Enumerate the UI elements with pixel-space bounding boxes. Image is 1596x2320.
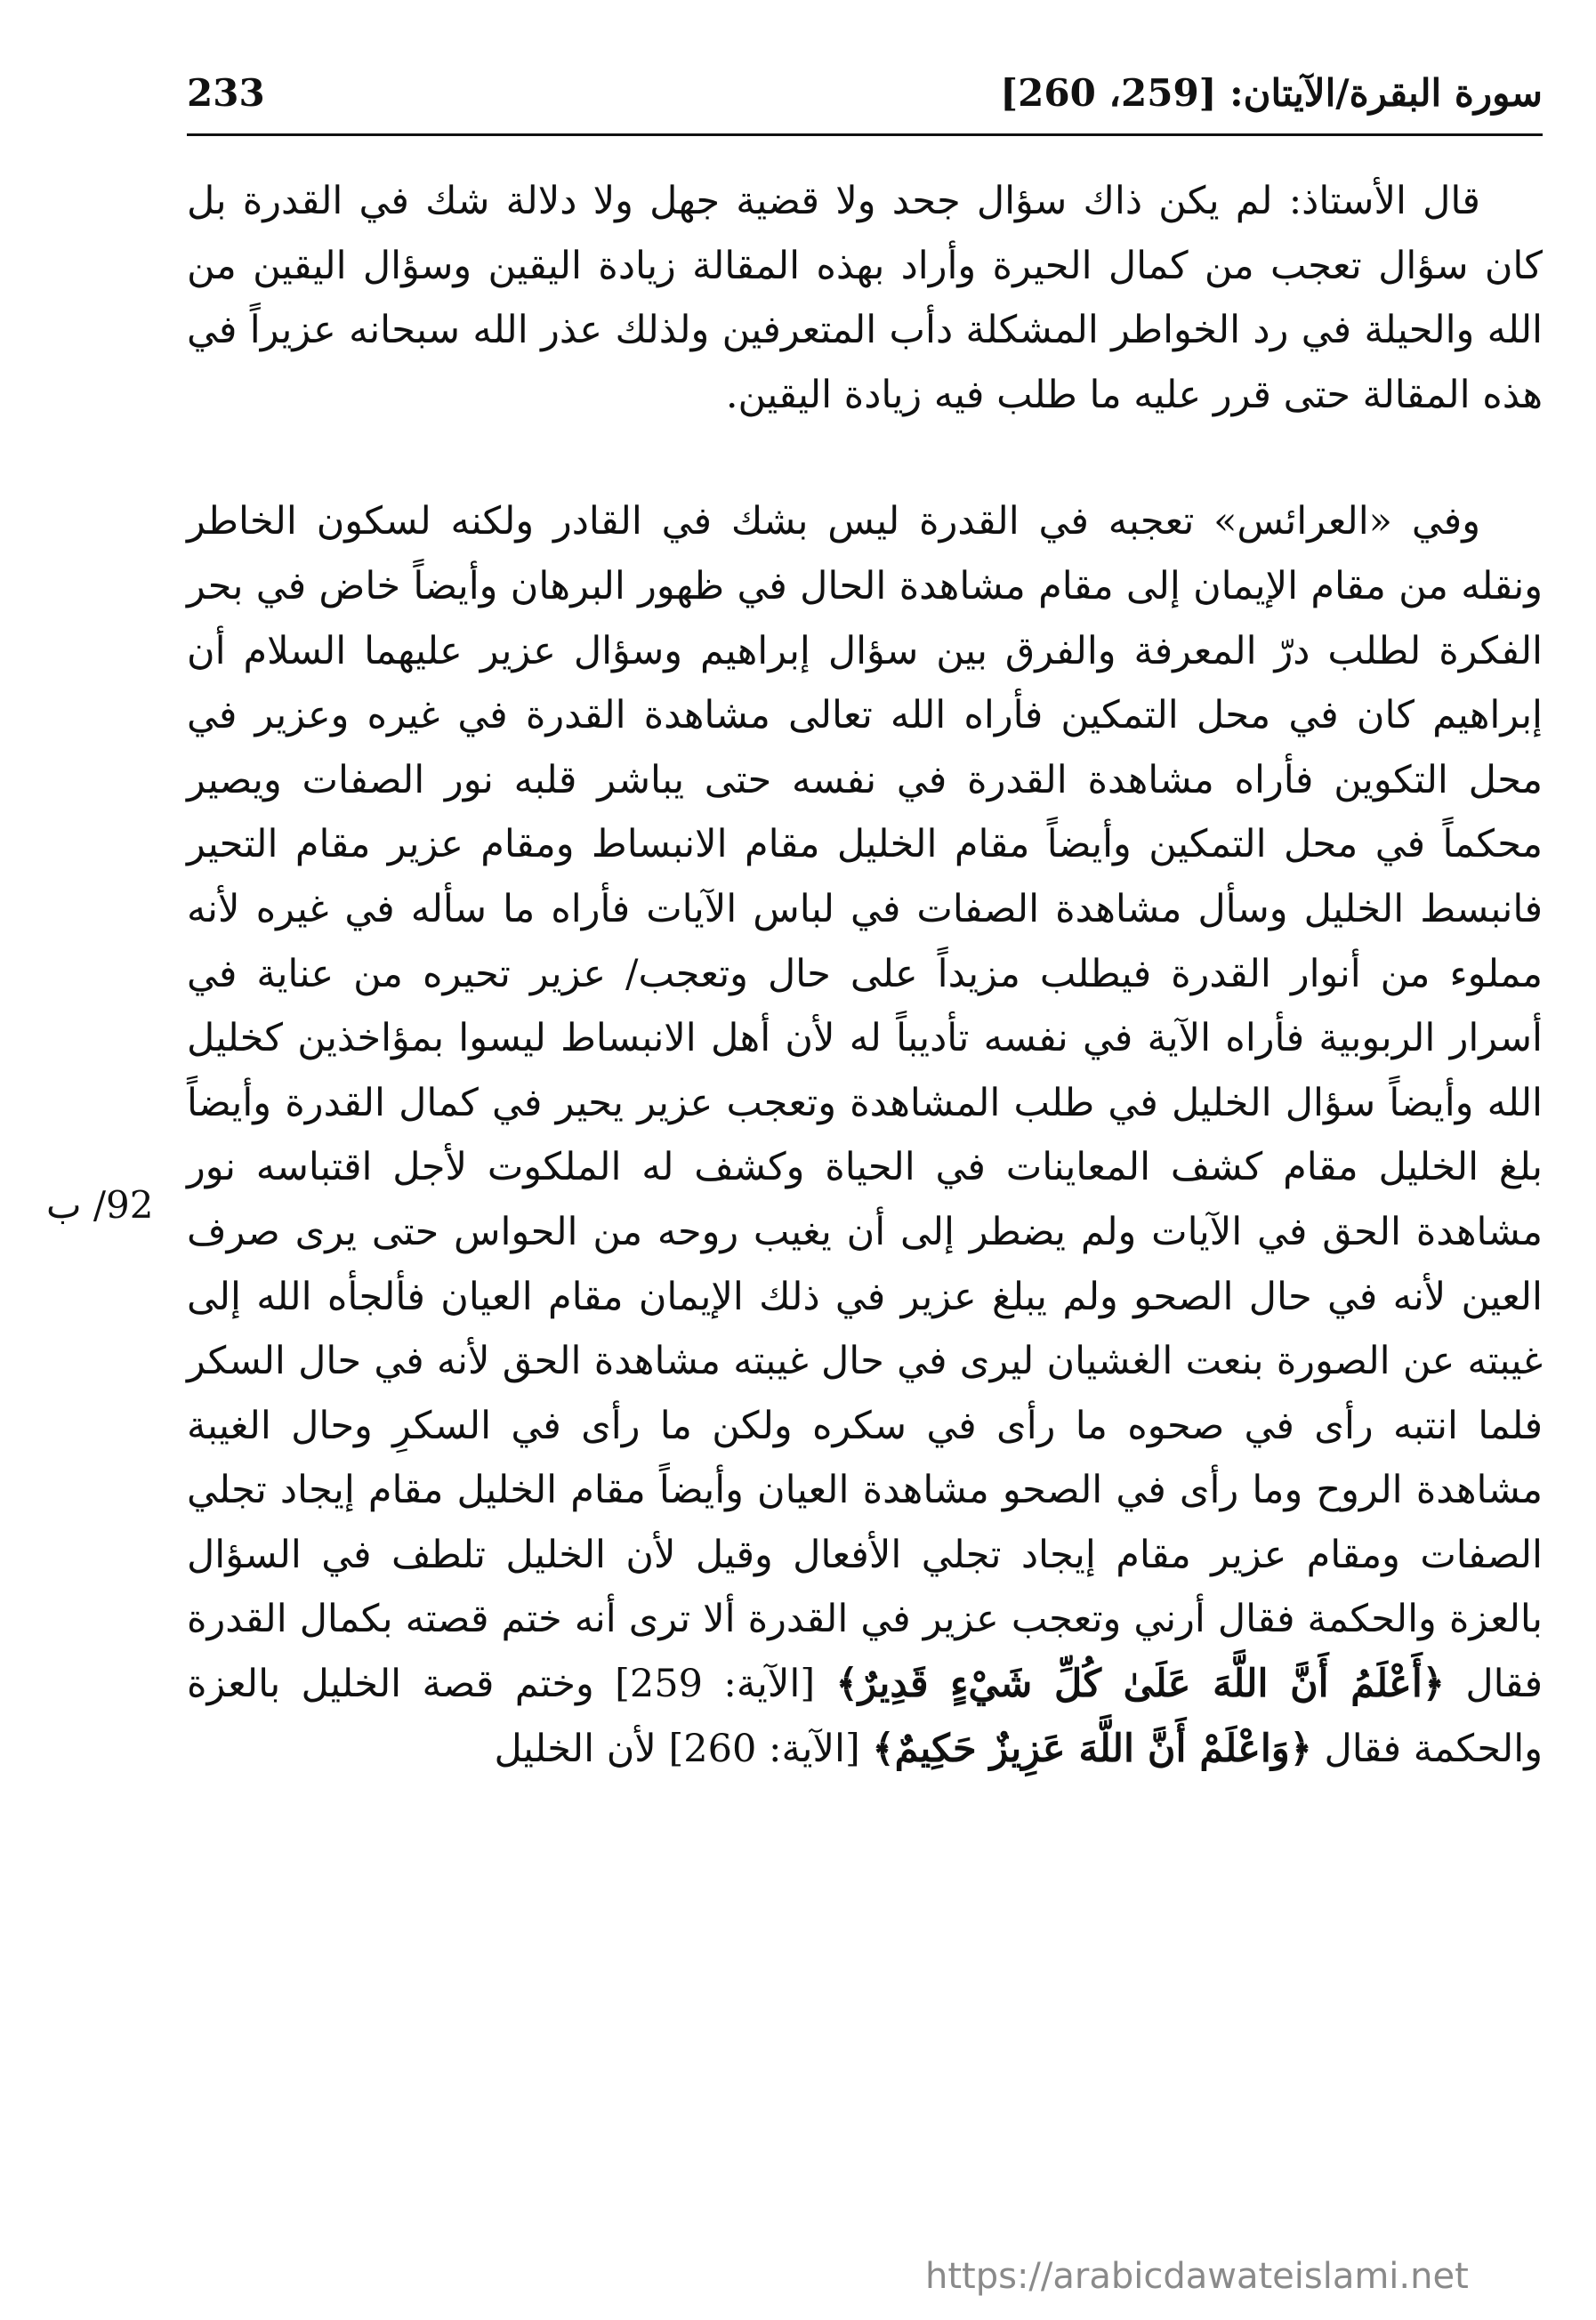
page-body: [187, 169, 1543, 1781]
paragraph-1-text: قال الأستاذ: لم يكن ذاك سؤال جحد ولا قضية جهل ولا دلالة شك في القدرة بل كان سؤال تعجب من كمال الحيرة وأراد بهذه المقالة زيادة اليقين وسؤال اليقين من الله والحيلة في رد الخواطر المشكلة دأب المتعرفين ولذلك عذر الله سبحانه عزيراً في هذه المقالة حتى قرر عليه ما طلب فيه زيادة اليقين.: [187, 179, 1543, 417]
paragraph-2-ending: [الآية: 260] لأن الخليل: [494, 1726, 873, 1771]
manuscript-folio-marker: 92/ ب: [46, 1183, 154, 1227]
page-number: 233: [187, 71, 265, 115]
quran-verse-260: ﴿وَاعْلَمْ أَنَّ اللَّهَ عَزِيزٌ حَكِيمٌ﴾: [872, 1726, 1312, 1771]
paragraph-1: [187, 169, 1543, 427]
watermark-url: https://arabicdawateislami.net: [925, 2256, 1469, 2297]
running-head: سورة البقرة/الآيتان: [259، 260]: [1000, 71, 1543, 115]
quran-verse-259: ﴿أَعْلَمُ أَنَّ اللَّهَ عَلَىٰ كُلِّ شَيْءٍ قَدِيرٌ﴾: [835, 1662, 1445, 1707]
paragraph-2: [187, 489, 1543, 1781]
page-header: [187, 69, 1543, 126]
paragraph-2-text: وفي «العرائس» تعجبه في القدرة ليس بشك في القادر ولكنه لسكون الخاطر ونقله من مقام الإيمان إلى مقام مشاهدة الحال في ظهور البرهان وأيضاً خاض في بحر الفكرة لطلب درّ المعرفة والفرق بين سؤال إبراهيم وسؤال عزير عليهما السلام أن إبراهيم كان في محل التمكين فأراه الله تعالى مشاهدة القدرة في غيره وعزير في محل التكوين فأراه مشاهدة القدرة في نفسه حتى يباشر قلبه نور الصفات ويصير محكماً في محل التمكين وأيضاً مقام الخليل مقام الانبساط ومقام عزير مقام التحير فانبسط الخليل وسأل مشاهدة الصفات في لباس الآيات فأراه ما سأله في غيره لأنه مملوء من أنوار القدرة فيطلب مزيداً على حال وتعجب/ عزير تحيره من عناية في أسرار الربوبية فأراه الآية في نفسه تأديباً له لأن أهل الانبساط ليسوا بمؤاخذين كخليل الله وأيضاً سؤال الخليل في طلب المشاهدة وتعجب عزير يحير في كمال القدرة وأيضاً بلغ الخليل مقام كشف المعاينات في الحياة وكشف له الملكوت لأجل اقتباسه نور مشاهدة الحق في الآيات ولم يضطر إلى أن يغيب روحه من الحواس حتى يرى صرف العين لأنه في حال الصحو ولم يبلغ عزير في ذلك الإيمان مقام العيان فألجأه الله إلى غيبته عن الصورة بنعت الغشيان ليرى في حال غيبته مشاهدة الحق لأنه في حال السكر فلما انتبه رأى في صحوه ما رأى في سكره ولكن ما رأى في السكرِ وحال الغيبة مشاهدة الروح وما رأى في الصحو مشاهدة العيان وأيضاً مقام الخليل مقام إيجاد تجلي الصفات ومقام عزير مقام إيجاد تجلي الأفعال وقيل لأن الخليل تلطف في السؤال بالعزة والحكمة فقال أرني وتعجب عزير في القدرة ألا ترى أنه ختم قصته بكمال القدرة فقال: [187, 499, 1544, 1707]
header-rule: [187, 133, 1543, 136]
paragraph-2-continuation: [الآية: 259] وختم قصة الخليل بالعزة والحكمة فقال: [187, 1662, 1543, 1771]
